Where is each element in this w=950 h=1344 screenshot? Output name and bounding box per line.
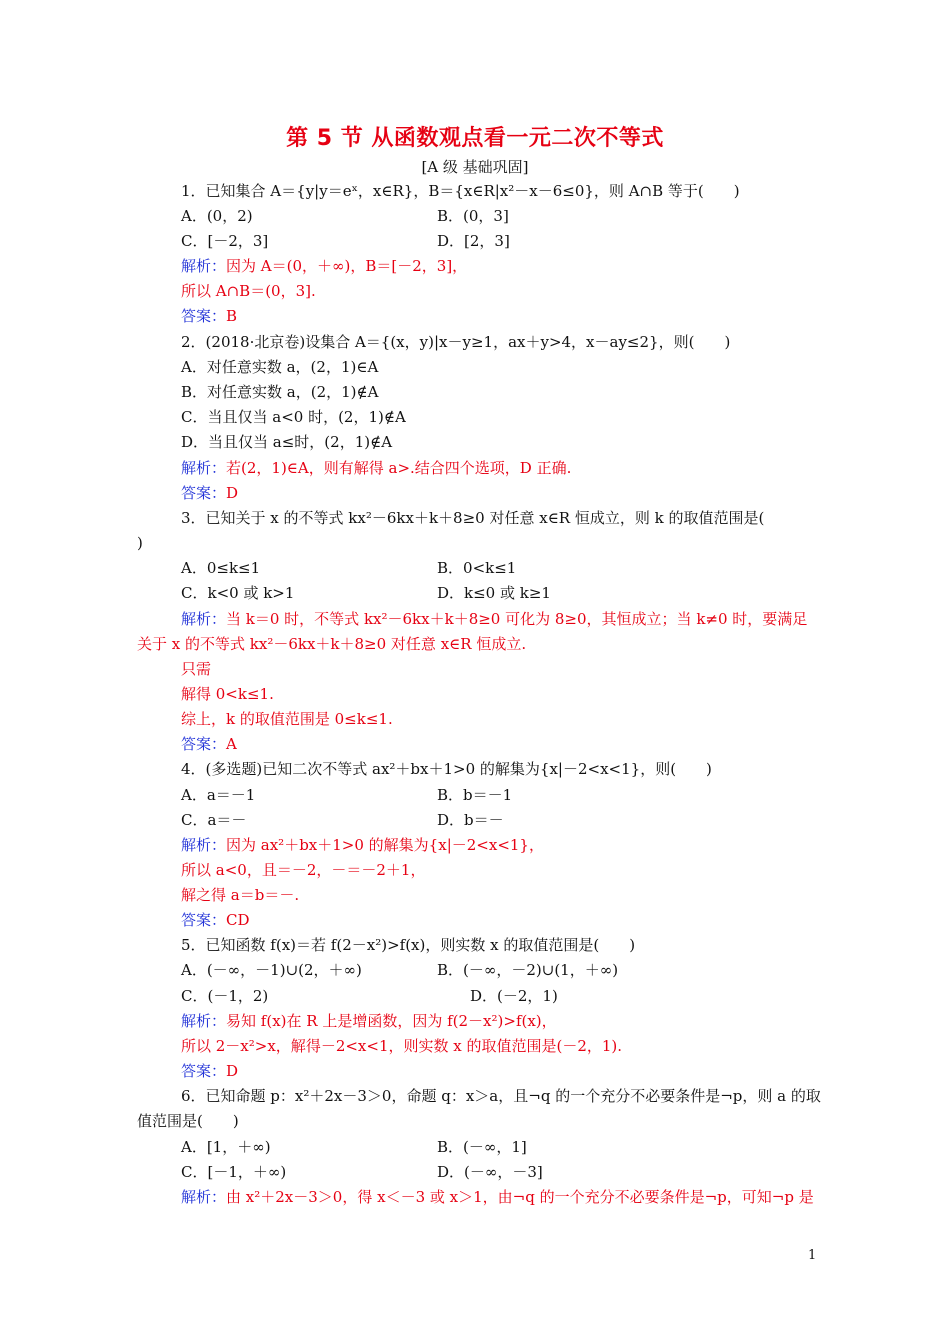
q3-option-b: B．0<k≤1 <box>437 559 517 577</box>
q3-analysis-line: 只需 <box>181 660 212 678</box>
answer-label: 答案： <box>181 484 227 502</box>
answer-value: CD <box>226 911 250 929</box>
q4-analysis-line: 解之得 a＝b＝－. <box>181 886 300 904</box>
q4-answer <box>181 910 250 930</box>
q4-analysis-line: 所以 a<0，且＝－2，－＝－2＋1， <box>181 861 426 879</box>
q5-analysis-line: 所以 2－x²>x，解得－2<x<1，则实数 x 的取值范围是(－2，1). <box>181 1037 623 1055</box>
q3-stem: 3．已知关于 x 的不等式 kx²－6kx＋k＋8≥0 对任意 x∈R 恒成立，则 k 的取值范围是( <box>181 509 765 527</box>
analysis-text: 若(2，1)∈A，则有解得 a>.结合四个选项，D 正确. <box>226 459 572 477</box>
answer-value: D <box>226 484 239 502</box>
q2-stem: 2．(2018·北京卷)设集合 A＝{(x，y)|x－y≥1，ax＋y>4，x－ay≤2}，则( ) <box>181 333 731 351</box>
q1-option-c: C．[－2，3] <box>181 232 269 250</box>
q2-option-c: C．当且仅当 a<0 时，(2，1)∉A <box>181 408 406 426</box>
analysis-label: 解析： <box>181 836 227 854</box>
q2-option-a: A．对任意实数 a，(2，1)∈A <box>181 358 379 376</box>
analysis-text: 易知 f(x)在 R 上是增函数，因为 f(2－x²)>f(x)， <box>226 1012 557 1030</box>
q5-answer <box>181 1061 238 1081</box>
q1-analysis <box>181 256 467 276</box>
answer-value: D <box>226 1062 239 1080</box>
answer-value: A <box>226 735 237 753</box>
q4-option-d: D．b＝－ <box>437 811 504 829</box>
analysis-label: 解析： <box>181 1188 227 1206</box>
q4-option-b: B．b＝－1 <box>437 786 513 804</box>
q4-analysis <box>181 835 544 855</box>
q6-option-c: C．[－1，＋∞) <box>181 1163 287 1181</box>
q5-option-a: A．(－∞，－1)∪(2，＋∞) <box>181 961 362 979</box>
answer-value: B <box>226 307 238 325</box>
analysis-label: 解析： <box>181 257 227 275</box>
q2-option-b: B．对任意实数 a，(2，1)∉A <box>181 383 379 401</box>
q4-stem: 4．(多选题)已知二次不等式 ax²＋bx＋1>0 的解集为{x|－2<x<1}，则( ) <box>181 760 712 778</box>
analysis-text: 由 x²＋2x－3＞0，得 x＜－3 或 x＞1，由¬q 的一个充分不必要条件是¬p，可知¬p 是 <box>226 1188 814 1206</box>
q1-answer <box>181 306 237 326</box>
analysis-label: 解析： <box>181 1012 227 1030</box>
q5-analysis <box>181 1011 557 1031</box>
q4-option-c: C．a＝－ <box>181 811 247 829</box>
q6-option-d: D．(－∞，－3] <box>437 1163 543 1181</box>
q3-analysis-line: 解得 0<k≤1. <box>181 685 274 703</box>
q3-option-a: A．0≤k≤1 <box>181 559 261 577</box>
analysis-text: 因为 A＝(0，＋∞)，B＝[－2，3]， <box>226 257 468 275</box>
q1-stem: 1．已知集合 A＝{y|y＝eˣ，x∈R}，B＝{x∈R|x²－x－6≤0}，则 A∩B 等于( ) <box>181 182 740 200</box>
analysis-label: 解析： <box>181 459 227 477</box>
q5-option-d: D．(－2，1) <box>470 987 558 1005</box>
q5-stem: 5．已知函数 f(x)＝若 f(2－x²)>f(x)，则实数 x 的取值范围是( ) <box>181 936 636 954</box>
q1-option-d: D．[2，3] <box>437 232 510 250</box>
answer-label: 答案： <box>181 735 227 753</box>
analysis-text: 因为 ax²＋bx＋1>0 的解集为{x|－2<x<1}， <box>226 836 544 854</box>
level-heading: [A 级 基础巩固] <box>421 158 529 176</box>
q3-analysis-line: 综上，k 的取值范围是 0≤k≤1. <box>181 710 393 728</box>
page-number: 1 <box>808 1248 817 1263</box>
answer-label: 答案： <box>181 307 227 325</box>
q4-option-a: A．a＝－1 <box>181 786 256 804</box>
q3-analysis-line: 关于 x 的不等式 kx²－6kx＋k＋8≥0 对任意 x∈R 恒成立. <box>137 635 527 653</box>
q2-answer <box>181 483 238 503</box>
q5-option-c: C．(－1，2) <box>181 987 269 1005</box>
q1-option-b: B．(0，3] <box>437 207 509 225</box>
q2-option-d: D．当且仅当 a≤时，(2，1)∉A <box>181 433 393 451</box>
q3-option-d: D．k≤0 或 k≥1 <box>437 584 551 602</box>
analysis-text: 当 k＝0 时，不等式 kx²－6kx＋k＋8≥0 可化为 8≥0，其恒成立；当 k≠0 时，要满足 <box>226 610 808 628</box>
q5-option-b: B．(－∞，－2)∪(1，＋∞) <box>437 961 619 979</box>
q3-option-c: C．k<0 或 k>1 <box>181 584 295 602</box>
analysis-label: 解析： <box>181 610 227 628</box>
page-title: 第 5 节 从函数观点看一元二次不等式 <box>286 126 664 151</box>
q6-analysis <box>181 1187 814 1207</box>
q6-option-a: A．[1，＋∞) <box>181 1138 271 1156</box>
q1-analysis-line: 所以 A∩B＝(0，3]. <box>181 282 316 300</box>
q1-option-a: A．(0，2) <box>181 207 253 225</box>
q6-stem: 6．已知命题 p：x²＋2x－3＞0，命题 q：x＞a，且¬q 的一个充分不必要条件是¬p，则 a 的取 <box>181 1087 821 1105</box>
q3-analysis <box>181 609 807 629</box>
answer-label: 答案： <box>181 1062 227 1080</box>
q3-answer <box>181 734 237 754</box>
q2-analysis <box>181 458 571 478</box>
q3-stem-cont: ) <box>137 534 143 552</box>
q6-option-b: B．(－∞，1] <box>437 1138 527 1156</box>
answer-label: 答案： <box>181 911 227 929</box>
q6-stem-cont: 值范围是( ) <box>137 1112 239 1130</box>
